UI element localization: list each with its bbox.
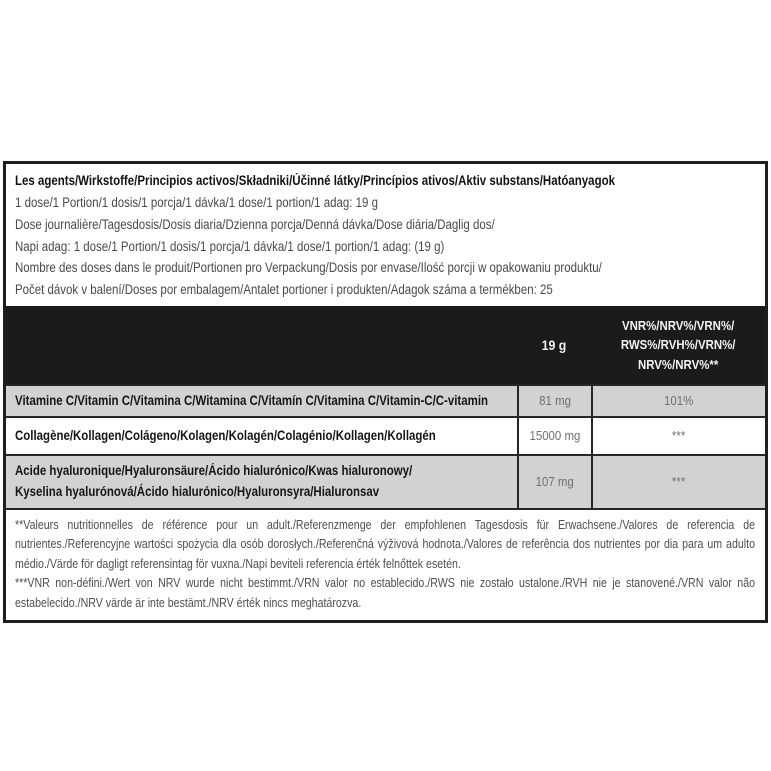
- daily-dose-line-1: Dose journalière/Tagesdosis/Dosis diaria/Dzienna porcja/Denná dávka/Dose diária/Daglig dos/: [15, 216, 495, 232]
- ingredient-name-line-1: Acide hyaluronique/Hyaluronsäure/Ácido hialurónico/Kwas hialuronowy/: [15, 463, 413, 479]
- amount-header-label: 19 g: [541, 336, 567, 353]
- servings-per-container-line-1: Nombre des doses dans le produit/Portionen pro Verpackung/Dosis por envase/Ilość porcji w opakowaniu produktu/: [15, 260, 602, 276]
- nrv-header-line-1: VNR%/NRV%/VRN%/: [621, 317, 735, 333]
- active-ingredients-title: Les agents/Wirkstoffe/Principios activos/Składniki/Účinné látky/Princípios ativos/Aktiv substans/Hatóanyagok: [15, 173, 615, 188]
- header-amount-per-dose: [517, 306, 591, 384]
- serving-size-line: 1 dose/1 Portion/1 dosis/1 porcja/1 dávka/1 dose/1 portion/1 adag: 19 g: [15, 195, 378, 210]
- nrv-value: 101%: [664, 393, 694, 409]
- header-nrv-percent: [591, 306, 765, 384]
- ingredient-name: Vitamine C/Vitamin C/Vitamina C/Witamina C/Vitamín C/Vitamina C/Vitamin-C/C-vitamin: [15, 392, 489, 408]
- amount-value: 107 mg: [535, 474, 575, 490]
- table-row-hyaluronic-acid: [6, 454, 765, 508]
- ingredient-name-cell: [6, 456, 517, 508]
- supplement-facts-table: [3, 161, 768, 623]
- amount-value: 81 mg: [539, 393, 571, 409]
- nrv-header-line-2: RWS%/RVH%/VRN%/: [620, 337, 736, 353]
- header-ingredient-column-spacer: [6, 306, 517, 384]
- footnotes-section: [6, 508, 765, 620]
- amount-cell: [517, 418, 591, 454]
- table-row-vitamin-c: [6, 384, 765, 416]
- amount-cell: [517, 386, 591, 416]
- daily-dose-line-2: Napi adag: 1 dose/1 Portion/1 dosis/1 porcja/1 dávka/1 dose/1 portion/1 adag: (19 g): [15, 238, 445, 254]
- ingredient-name-cell: [6, 386, 517, 416]
- ingredient-name: Collagène/Kollagen/Colágeno/Kolagen/Kolagén/Colagénio/Kollagen/Kollagén: [15, 427, 436, 443]
- ingredient-name-cell: [6, 418, 517, 454]
- servings-per-container-line-2: Počet dávok v balení/Doses por embalagem/Antalet portioner i produkten/Adagok száma a termékben: 25: [15, 282, 553, 298]
- nrv-cell: [591, 418, 765, 454]
- nrv-cell: [591, 386, 765, 416]
- ingredient-name-line-2: Kyselina hyalurónová/Ácido hialurónico/Hyaluronsyra/Hialuronsav: [15, 483, 380, 499]
- footnote-nrv-not-established: ***VNR non-défini./Wert von NRV wurde nicht bestimmt./VRN valor no establecido./RWS nie zostało ustalone./RVH nie je stanovené./VRN valor não estabelecido./NRV värde är inte bestämt./NRV érték nincs meghatározva.: [15, 576, 756, 610]
- nrv-header-line-3: NRV%/NRV%**: [637, 356, 719, 372]
- nrv-value: ***: [672, 474, 686, 490]
- serving-info-section: [6, 164, 765, 306]
- amount-cell: [517, 456, 591, 508]
- table-row-collagen: [6, 416, 765, 454]
- nrv-value: ***: [672, 428, 686, 444]
- amount-value: 15000 mg: [529, 428, 581, 444]
- table-header-bar: [6, 306, 765, 384]
- nrv-cell: [591, 456, 765, 508]
- footnote-reference-values: **Valeurs nutritionnelles de référence pour un adult./Referenzmenge der empfohlenen Tagesdosis für Erwachsene./Valores de referencia de nutrientes./Referencyjne wartości spożycia dla osób dorosłych./Referenčná výživová hodnota./Valores de referência dos nutrientes por dia para um adulto médio./Värde för dagligt referensintag för vuxna./Napi beviteli referencia érték felnőttek esetén.: [15, 517, 756, 571]
